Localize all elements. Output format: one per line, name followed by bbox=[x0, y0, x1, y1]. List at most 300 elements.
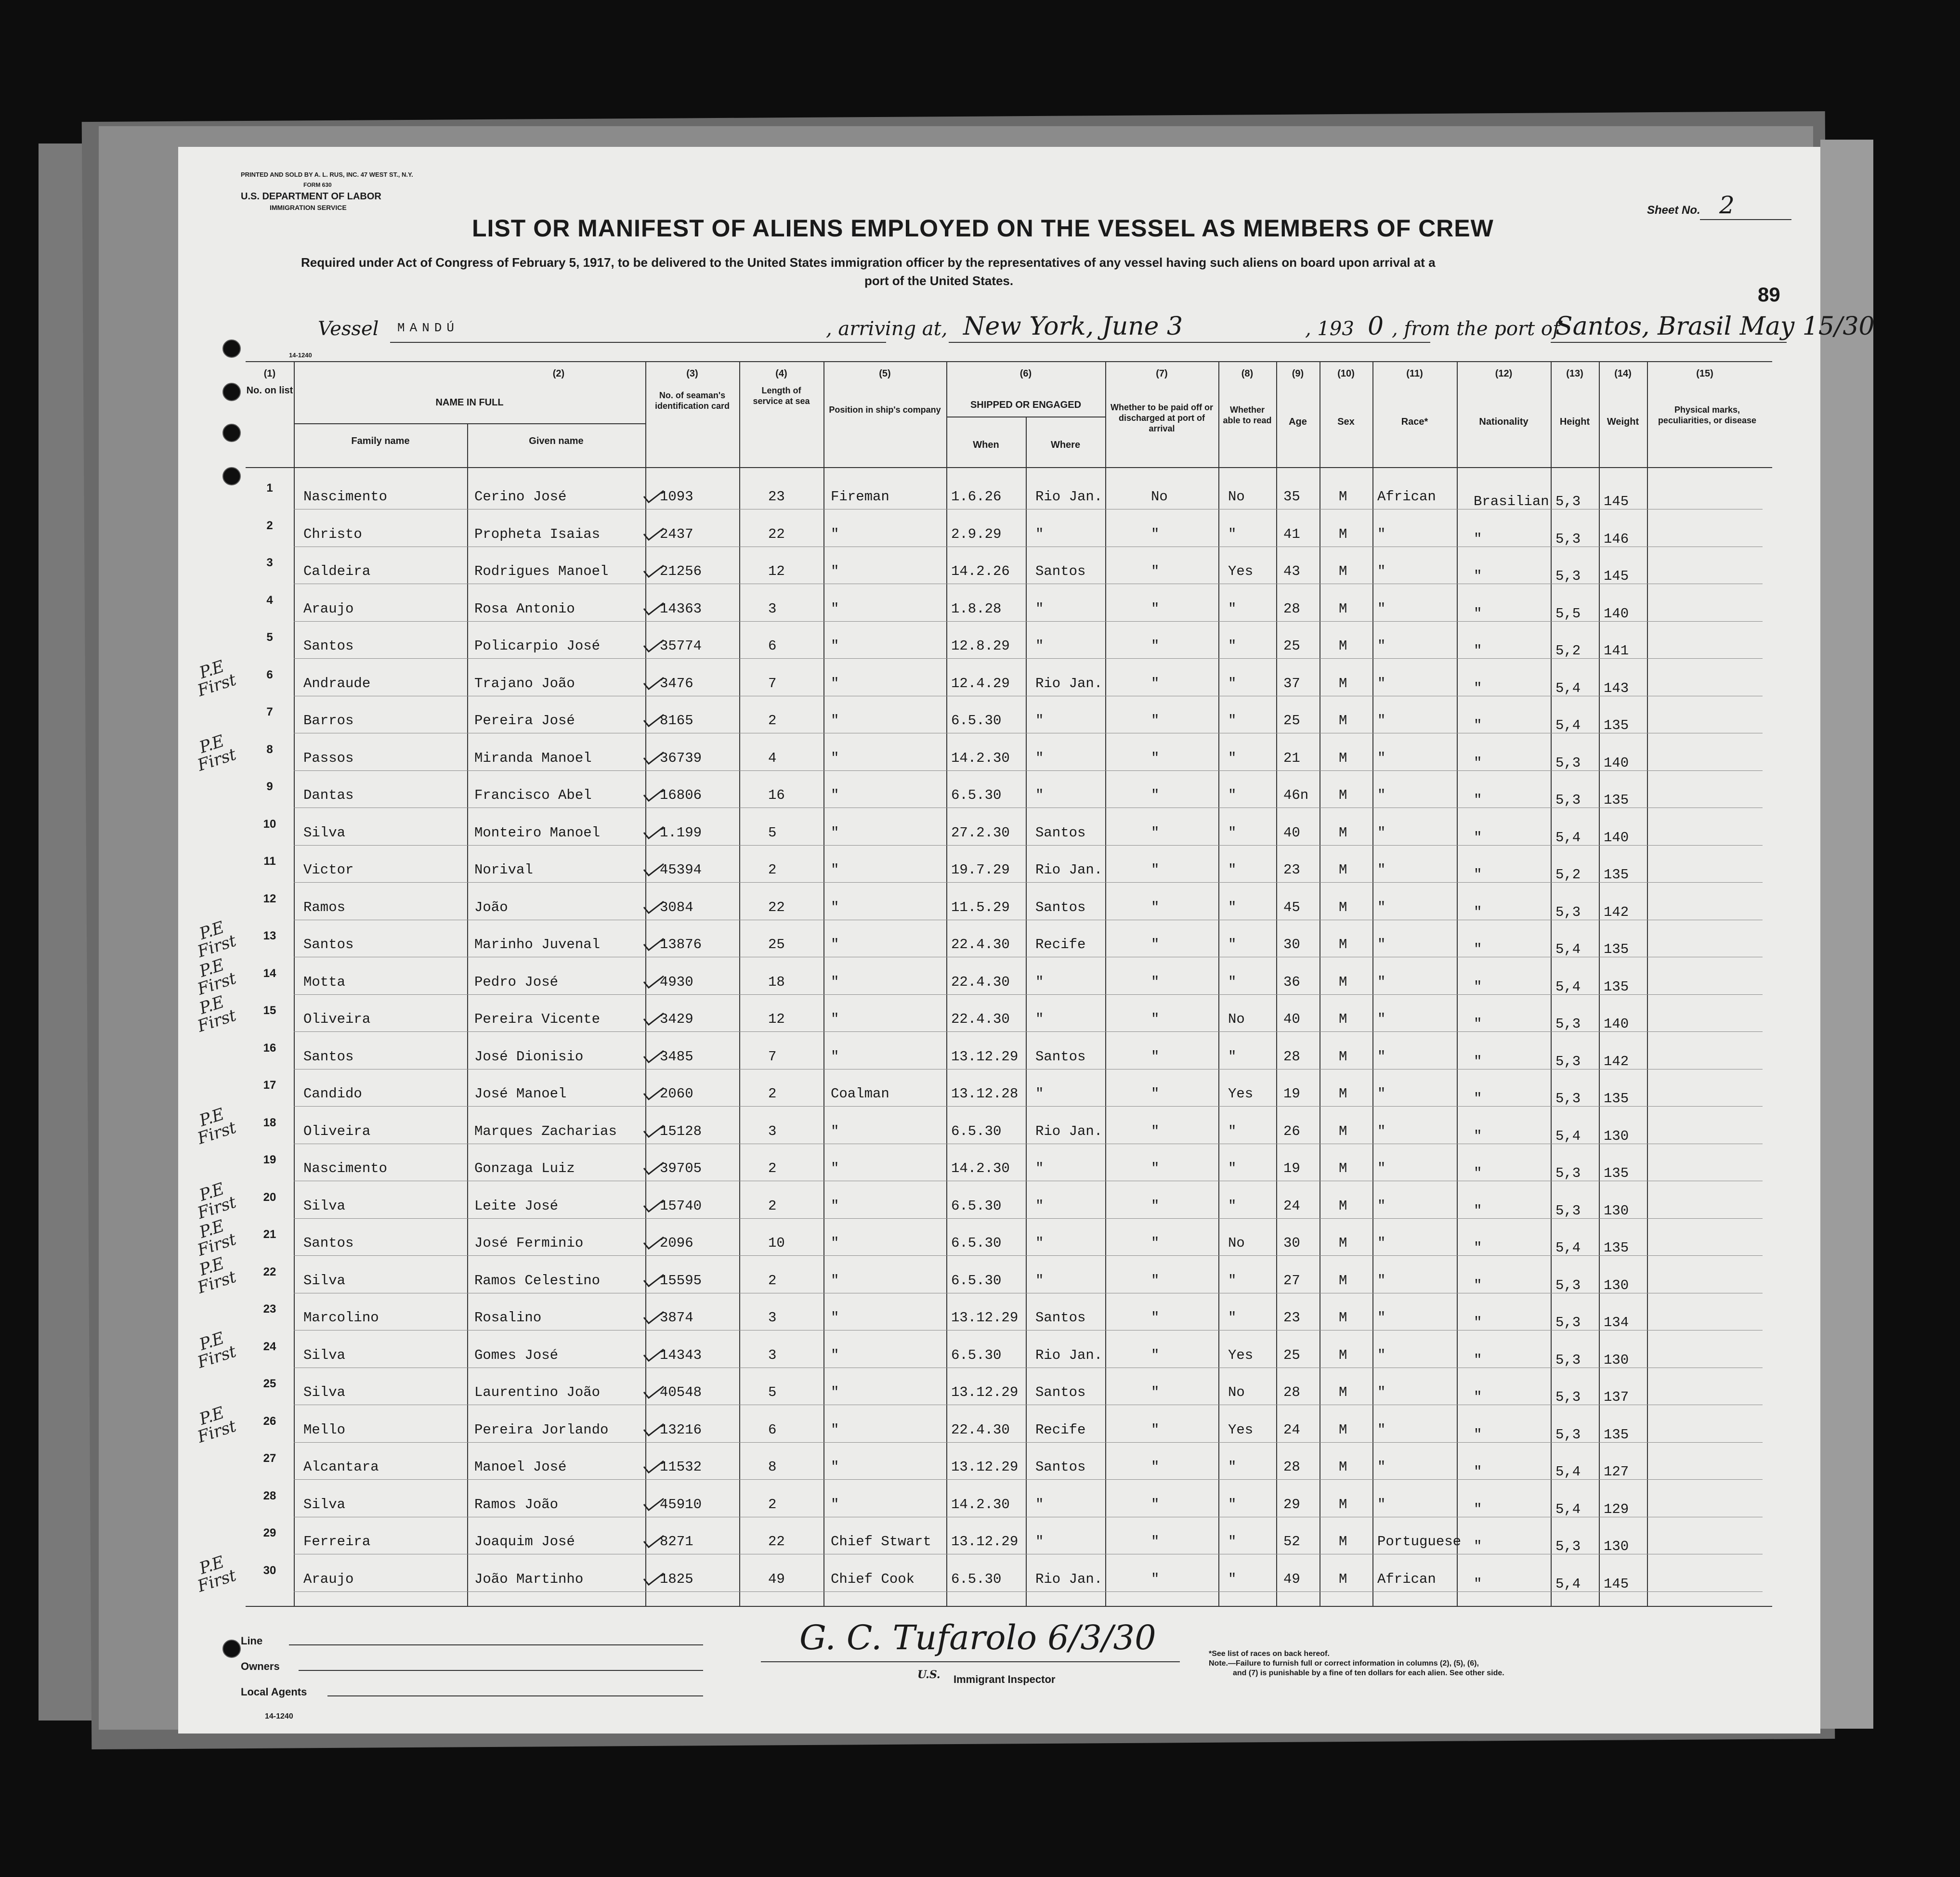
cell-age: 26 bbox=[1283, 1123, 1300, 1139]
checkmark-icon bbox=[643, 938, 665, 952]
row-number: 14 bbox=[263, 966, 276, 980]
cell-sex: M bbox=[1339, 1272, 1347, 1289]
cell-position: " bbox=[831, 1310, 839, 1326]
cell-race: " bbox=[1377, 1160, 1386, 1176]
cell-card: 3485 bbox=[660, 1048, 693, 1065]
cell-when: 13.12.29 bbox=[951, 1459, 1019, 1475]
cell-when: 6.5.30 bbox=[951, 1235, 1002, 1251]
cell-service: 2 bbox=[768, 862, 777, 878]
col-num-9: (9) bbox=[1292, 368, 1304, 379]
cell-age: 45 bbox=[1283, 899, 1300, 915]
cell-age: 30 bbox=[1283, 1235, 1300, 1251]
cell-nat: " bbox=[1474, 1315, 1482, 1330]
cell-paid: " bbox=[1151, 787, 1160, 803]
cell-age: 23 bbox=[1283, 862, 1300, 878]
cell-given: Cerino José bbox=[474, 489, 567, 505]
cell-read: Yes bbox=[1228, 1086, 1254, 1102]
cell-nat: " bbox=[1474, 1501, 1482, 1517]
cell-where: Santos bbox=[1035, 1384, 1086, 1400]
cell-nat: " bbox=[1474, 531, 1482, 547]
cell-service: 5 bbox=[768, 824, 777, 841]
form-number: FORM 630 bbox=[303, 182, 332, 188]
column-rule bbox=[1551, 361, 1552, 1606]
cell-read: " bbox=[1228, 600, 1237, 617]
cell-service: 49 bbox=[768, 1571, 785, 1587]
printer-credit: PRINTED AND SOLD BY A. L. RUS, INC. 47 WEST ST., N.Y. bbox=[241, 171, 413, 178]
cell-height: 5,4 bbox=[1555, 829, 1581, 846]
cell-age: 40 bbox=[1283, 824, 1300, 841]
cell-given: Pedro José bbox=[474, 974, 559, 990]
cell-sex: M bbox=[1339, 1086, 1347, 1102]
cell-card: 1093 bbox=[660, 489, 693, 505]
header-given-name: Given name bbox=[529, 436, 584, 446]
cell-age: 19 bbox=[1283, 1160, 1300, 1176]
checkmark-icon bbox=[643, 602, 665, 616]
vessel-label: Vessel bbox=[318, 318, 379, 340]
cell-where: " bbox=[1035, 600, 1044, 617]
row-number: 21 bbox=[263, 1228, 276, 1241]
cell-sex: M bbox=[1339, 489, 1347, 505]
cell-race: Portuguese bbox=[1377, 1534, 1462, 1550]
cell-family: Nascimento bbox=[303, 489, 388, 505]
cell-nat: " bbox=[1474, 643, 1482, 659]
cell-age: 19 bbox=[1283, 1086, 1300, 1102]
cell-where: " bbox=[1035, 750, 1044, 766]
cell-height: 5,4 bbox=[1555, 717, 1581, 733]
margin-note: P.E First bbox=[195, 992, 239, 1036]
cell-given: Leite José bbox=[474, 1198, 559, 1214]
column-rule bbox=[1105, 361, 1106, 1606]
cell-where: " bbox=[1035, 1235, 1044, 1251]
cell-service: 22 bbox=[768, 899, 785, 915]
cell-family: Silva bbox=[303, 1198, 346, 1214]
checkmark-icon bbox=[643, 1199, 665, 1213]
checkmark-icon bbox=[643, 490, 665, 504]
row-number: 24 bbox=[263, 1340, 276, 1353]
cell-read: " bbox=[1228, 750, 1237, 766]
header-weight: Weight bbox=[1607, 417, 1639, 427]
cell-position: " bbox=[831, 1123, 839, 1139]
cell-service: 2 bbox=[768, 1086, 777, 1102]
cell-given: Monteiro Manoel bbox=[474, 824, 601, 841]
cell-sex: M bbox=[1339, 750, 1347, 766]
cell-race: " bbox=[1377, 1011, 1386, 1027]
cell-paid: " bbox=[1151, 974, 1160, 990]
checkmark-icon bbox=[643, 863, 665, 877]
cell-position: Coalman bbox=[831, 1086, 889, 1102]
header-id-card: No. of seaman's identification card bbox=[654, 391, 730, 411]
margin-note: P.E First bbox=[195, 955, 239, 999]
department-name: U.S. DEPARTMENT OF LABOR bbox=[241, 191, 381, 202]
cell-card: 11532 bbox=[660, 1459, 702, 1475]
cell-weight: 135 bbox=[1604, 978, 1629, 995]
cell-read: " bbox=[1228, 1459, 1237, 1475]
cell-height: 5,2 bbox=[1555, 643, 1581, 659]
cell-weight: 130 bbox=[1604, 1202, 1629, 1219]
cell-sex: M bbox=[1339, 787, 1347, 803]
cell-paid: " bbox=[1151, 1123, 1160, 1139]
cell-given: Pereira Jorlando bbox=[474, 1421, 609, 1438]
cell-weight: 130 bbox=[1604, 1128, 1629, 1144]
col-num-15: (15) bbox=[1696, 368, 1713, 379]
cell-paid: " bbox=[1151, 862, 1160, 878]
cell-race: " bbox=[1377, 750, 1386, 766]
checkmark-icon bbox=[643, 639, 665, 653]
cell-given: Policarpio José bbox=[474, 638, 601, 654]
cell-read: " bbox=[1228, 787, 1237, 803]
cell-service: 7 bbox=[768, 1048, 777, 1065]
cell-weight: 135 bbox=[1604, 717, 1629, 733]
cell-height: 5,4 bbox=[1555, 1501, 1581, 1517]
cell-read: " bbox=[1228, 1534, 1237, 1550]
cell-card: 45394 bbox=[660, 862, 702, 878]
cell-nat: " bbox=[1474, 904, 1482, 920]
cell-when: 22.4.30 bbox=[951, 1421, 1010, 1438]
cell-family: Silva bbox=[303, 1496, 346, 1512]
name-header-rule bbox=[294, 423, 645, 424]
cell-when: 13.12.29 bbox=[951, 1384, 1019, 1400]
cell-race: " bbox=[1377, 563, 1386, 579]
cell-family: Silva bbox=[303, 824, 346, 841]
cell-family: Andraude bbox=[303, 675, 371, 691]
cell-race: " bbox=[1377, 638, 1386, 654]
cell-age: 46n bbox=[1283, 787, 1309, 803]
col-num-7: (7) bbox=[1156, 368, 1168, 379]
cell-paid: " bbox=[1151, 937, 1160, 952]
col-num-10: (10) bbox=[1337, 368, 1355, 379]
checkmark-icon bbox=[643, 677, 665, 691]
row-number: 7 bbox=[266, 705, 273, 718]
cell-nat: " bbox=[1474, 1464, 1482, 1480]
cell-when: 11.5.29 bbox=[951, 899, 1010, 915]
sheet-number-underline bbox=[1700, 219, 1791, 220]
cell-given: Gomes José bbox=[474, 1347, 559, 1363]
cell-family: Ferreira bbox=[303, 1534, 371, 1550]
cell-paid: " bbox=[1151, 1384, 1160, 1400]
cell-sex: M bbox=[1339, 600, 1347, 617]
binder-hole bbox=[222, 467, 241, 485]
cell-read: " bbox=[1228, 974, 1237, 990]
cell-paid: " bbox=[1151, 1160, 1160, 1176]
cell-weight: 141 bbox=[1604, 643, 1629, 659]
cell-read: " bbox=[1228, 937, 1237, 952]
table-row bbox=[294, 882, 1763, 883]
checkmark-icon bbox=[643, 1274, 665, 1288]
cell-age: 28 bbox=[1283, 600, 1300, 617]
cell-given: José Manoel bbox=[474, 1086, 567, 1102]
column-rule bbox=[1599, 361, 1600, 1606]
cell-given: Propheta Isaias bbox=[474, 526, 601, 542]
row-number: 5 bbox=[266, 631, 273, 644]
cell-sex: M bbox=[1339, 1459, 1347, 1475]
cell-given: João bbox=[474, 899, 508, 915]
cell-when: 13.12.29 bbox=[951, 1310, 1019, 1326]
cell-when: 6.5.30 bbox=[951, 1571, 1002, 1587]
footer-owners-rule bbox=[299, 1670, 703, 1671]
year-handwritten: 0 bbox=[1368, 312, 1384, 341]
inspector-prefix: U.S. bbox=[917, 1668, 941, 1681]
cell-where: " bbox=[1035, 638, 1044, 654]
cell-when: 13.12.28 bbox=[951, 1086, 1019, 1102]
row-number: 1 bbox=[266, 482, 273, 495]
cell-paid: " bbox=[1151, 750, 1160, 766]
cell-card: 8271 bbox=[660, 1534, 693, 1550]
cell-nat: " bbox=[1474, 1426, 1482, 1443]
cell-paid: " bbox=[1151, 638, 1160, 654]
cell-service: 23 bbox=[768, 489, 785, 505]
cell-paid: " bbox=[1151, 1086, 1160, 1102]
column-rule bbox=[467, 423, 468, 1606]
cell-nat: Brasilian bbox=[1474, 494, 1549, 509]
cell-where: " bbox=[1035, 526, 1044, 542]
cell-paid: " bbox=[1151, 1235, 1160, 1251]
cell-height: 5,4 bbox=[1555, 1240, 1581, 1256]
row-number: 10 bbox=[263, 817, 276, 831]
cell-card: 3084 bbox=[660, 899, 693, 915]
header-shipped: SHIPPED OR ENGAGED bbox=[970, 400, 1082, 410]
cell-when: 27.2.30 bbox=[951, 824, 1010, 841]
cell-given: Laurentino João bbox=[474, 1384, 601, 1400]
departure-port: Santos, Brasil May 15/30 bbox=[1555, 312, 1875, 341]
cell-service: 3 bbox=[768, 600, 777, 617]
cell-card: 40548 bbox=[660, 1384, 702, 1400]
cell-card: 1.199 bbox=[660, 824, 702, 841]
cell-paid: " bbox=[1151, 1534, 1160, 1550]
margin-note: P.E First bbox=[195, 1328, 239, 1372]
cell-height: 5,3 bbox=[1555, 904, 1581, 920]
cell-sex: M bbox=[1339, 1048, 1347, 1065]
cell-paid: " bbox=[1151, 1459, 1160, 1475]
cell-card: 4930 bbox=[660, 974, 693, 990]
cell-weight: 130 bbox=[1604, 1277, 1629, 1293]
cell-family: Victor bbox=[303, 862, 354, 878]
cell-when: 22.4.30 bbox=[951, 1011, 1010, 1027]
cell-paid: " bbox=[1151, 1347, 1160, 1363]
cell-age: 21 bbox=[1283, 750, 1300, 766]
cell-family: Alcantara bbox=[303, 1459, 379, 1475]
cell-height: 5,3 bbox=[1555, 1091, 1581, 1107]
margin-note: P.E First bbox=[195, 917, 239, 962]
table-row bbox=[294, 1031, 1763, 1032]
cell-paid: " bbox=[1151, 1048, 1160, 1065]
binder-hole bbox=[222, 424, 241, 442]
cell-weight: 130 bbox=[1604, 1352, 1629, 1368]
cell-weight: 135 bbox=[1604, 1426, 1629, 1443]
checkmark-icon bbox=[643, 826, 665, 840]
header-no-on-list: No. on list bbox=[246, 385, 293, 396]
cell-paid: " bbox=[1151, 899, 1160, 915]
cell-where: Santos bbox=[1035, 899, 1086, 915]
cell-position: " bbox=[831, 899, 839, 915]
cell-age: 25 bbox=[1283, 638, 1300, 654]
cell-when: 13.12.29 bbox=[951, 1534, 1019, 1550]
cell-sex: M bbox=[1339, 862, 1347, 878]
checkmark-icon bbox=[643, 1572, 665, 1587]
cell-card: 36739 bbox=[660, 750, 702, 766]
checkmark-icon bbox=[643, 564, 665, 579]
cell-position: " bbox=[831, 750, 839, 766]
cell-sex: M bbox=[1339, 1571, 1347, 1587]
cell-when: 12.4.29 bbox=[951, 675, 1010, 691]
cell-height: 5,4 bbox=[1555, 1576, 1581, 1592]
cell-height: 5,3 bbox=[1555, 494, 1581, 509]
sheet-label: Sheet No. bbox=[1647, 204, 1700, 217]
cell-family: Passos bbox=[303, 750, 354, 766]
cell-race: " bbox=[1377, 937, 1386, 952]
cell-nat: " bbox=[1474, 1352, 1482, 1368]
cell-height: 5,3 bbox=[1555, 1315, 1581, 1330]
row-number: 17 bbox=[263, 1079, 276, 1092]
cell-family: Oliveira bbox=[303, 1123, 371, 1139]
cell-card: 13216 bbox=[660, 1421, 702, 1438]
row-number: 15 bbox=[263, 1004, 276, 1017]
header-physical-marks: Physical marks, peculiarities, or disease bbox=[1658, 405, 1757, 425]
vessel-line bbox=[318, 312, 1875, 347]
cell-family: Candido bbox=[303, 1086, 362, 1102]
cell-sex: M bbox=[1339, 1198, 1347, 1214]
cell-position: " bbox=[831, 713, 839, 729]
cell-read: No bbox=[1228, 1384, 1245, 1400]
cell-family: Santos bbox=[303, 937, 354, 952]
cell-weight: 142 bbox=[1604, 1053, 1629, 1069]
header-length-service: Length of service at sea bbox=[753, 386, 810, 406]
cell-where: Rio Jan. bbox=[1035, 1123, 1103, 1139]
cell-service: 6 bbox=[768, 638, 777, 654]
cell-age: 25 bbox=[1283, 1347, 1300, 1363]
col-num-14: (14) bbox=[1614, 368, 1632, 379]
service-name: IMMIGRATION SERVICE bbox=[270, 204, 347, 211]
cell-sex: M bbox=[1339, 713, 1347, 729]
checkmark-icon bbox=[643, 1348, 665, 1363]
margin-note: P.E First bbox=[195, 656, 239, 701]
cell-paid: No bbox=[1151, 489, 1168, 505]
cell-service: 22 bbox=[768, 1534, 785, 1550]
cell-service: 5 bbox=[768, 1384, 777, 1400]
checkmark-icon bbox=[643, 1161, 665, 1176]
cell-family: Silva bbox=[303, 1347, 346, 1363]
row-number: 4 bbox=[266, 593, 273, 607]
cell-age: 25 bbox=[1283, 713, 1300, 729]
cell-card: 8165 bbox=[660, 713, 693, 729]
cell-nat: " bbox=[1474, 1389, 1482, 1405]
row-number: 8 bbox=[266, 743, 273, 756]
cell-age: 29 bbox=[1283, 1496, 1300, 1512]
cell-weight: 129 bbox=[1604, 1501, 1629, 1517]
cell-nat: " bbox=[1474, 829, 1482, 846]
cell-sex: M bbox=[1339, 1384, 1347, 1400]
checkmark-icon bbox=[643, 527, 665, 542]
cell-height: 5,4 bbox=[1555, 680, 1581, 696]
cell-weight: 145 bbox=[1604, 494, 1629, 509]
checkmark-icon bbox=[643, 1460, 665, 1474]
cell-sex: M bbox=[1339, 526, 1347, 542]
checkmark-icon bbox=[643, 1124, 665, 1139]
cell-nat: " bbox=[1474, 1538, 1482, 1554]
cell-service: 2 bbox=[768, 713, 777, 729]
cell-weight: 135 bbox=[1604, 1091, 1629, 1107]
cell-card: 1825 bbox=[660, 1571, 693, 1587]
cell-race: " bbox=[1377, 1235, 1386, 1251]
cell-where: Santos bbox=[1035, 1459, 1086, 1475]
cell-where: " bbox=[1035, 1011, 1044, 1027]
cell-weight: 135 bbox=[1604, 867, 1629, 883]
cell-weight: 130 bbox=[1604, 1538, 1629, 1554]
cell-position: " bbox=[831, 1160, 839, 1176]
cell-nat: " bbox=[1474, 1165, 1482, 1181]
cell-position: " bbox=[831, 526, 839, 542]
footer-agents-label: Local Agents bbox=[241, 1686, 307, 1698]
cell-nat: " bbox=[1474, 568, 1482, 584]
cell-paid: " bbox=[1151, 1011, 1160, 1027]
cell-nat: " bbox=[1474, 1091, 1482, 1107]
cell-position: Chief Cook bbox=[831, 1571, 915, 1587]
table-row bbox=[294, 994, 1763, 995]
cell-position: " bbox=[831, 1272, 839, 1289]
cell-family: Caldeira bbox=[303, 563, 371, 579]
header-where: Where bbox=[1050, 440, 1081, 450]
cell-sex: M bbox=[1339, 1235, 1347, 1251]
cell-when: 13.12.29 bbox=[951, 1048, 1019, 1065]
cell-sex: M bbox=[1339, 1310, 1347, 1326]
cell-sex: M bbox=[1339, 675, 1347, 691]
footer-agents-rule bbox=[327, 1695, 703, 1696]
cell-service: 18 bbox=[768, 974, 785, 990]
cell-where: Santos bbox=[1035, 824, 1086, 841]
col-num-12: (12) bbox=[1495, 368, 1513, 379]
cell-family: Silva bbox=[303, 1272, 346, 1289]
cell-card: 2060 bbox=[660, 1086, 693, 1102]
column-rule bbox=[1647, 361, 1648, 1606]
cell-where: " bbox=[1035, 1496, 1044, 1512]
cell-card: 15595 bbox=[660, 1272, 702, 1289]
table-row bbox=[294, 1591, 1763, 1592]
table-row bbox=[294, 770, 1763, 771]
header-family-name: Family name bbox=[351, 436, 410, 446]
cell-card: 2096 bbox=[660, 1235, 693, 1251]
from-port-label: , from the port of bbox=[1392, 318, 1560, 340]
cell-where: " bbox=[1035, 1160, 1044, 1176]
cell-service: 2 bbox=[768, 1272, 777, 1289]
header-paid-off: Whether to be paid off or discharged at port of arrival bbox=[1111, 403, 1213, 433]
cell-where: " bbox=[1035, 1086, 1044, 1102]
header-when: When bbox=[973, 440, 999, 450]
cell-position: " bbox=[831, 1198, 839, 1214]
cell-card: 14363 bbox=[660, 600, 702, 617]
cell-race: " bbox=[1377, 675, 1386, 691]
cell-family: Santos bbox=[303, 638, 354, 654]
table-row bbox=[294, 621, 1763, 622]
header-age: Age bbox=[1289, 417, 1307, 427]
cell-height: 5,3 bbox=[1555, 1053, 1581, 1069]
cell-weight: 142 bbox=[1604, 904, 1629, 920]
cell-race: " bbox=[1377, 787, 1386, 803]
cell-family: Marcolino bbox=[303, 1310, 379, 1326]
header-bottom-rule bbox=[246, 467, 1772, 468]
column-rule bbox=[1026, 417, 1027, 1606]
cell-weight: 145 bbox=[1604, 1576, 1629, 1592]
checkmark-icon bbox=[643, 1535, 665, 1549]
header-name-in-full: NAME IN FULL bbox=[435, 397, 504, 408]
row-number: 22 bbox=[263, 1265, 276, 1278]
cell-race: " bbox=[1377, 1421, 1386, 1438]
row-number: 6 bbox=[266, 668, 273, 681]
checkmark-icon bbox=[643, 714, 665, 728]
cell-height: 5,2 bbox=[1555, 867, 1581, 883]
cell-nat: " bbox=[1474, 1053, 1482, 1069]
cell-when: 6.5.30 bbox=[951, 787, 1002, 803]
cell-given: José Dionisio bbox=[474, 1048, 584, 1065]
cell-paid: " bbox=[1151, 675, 1160, 691]
